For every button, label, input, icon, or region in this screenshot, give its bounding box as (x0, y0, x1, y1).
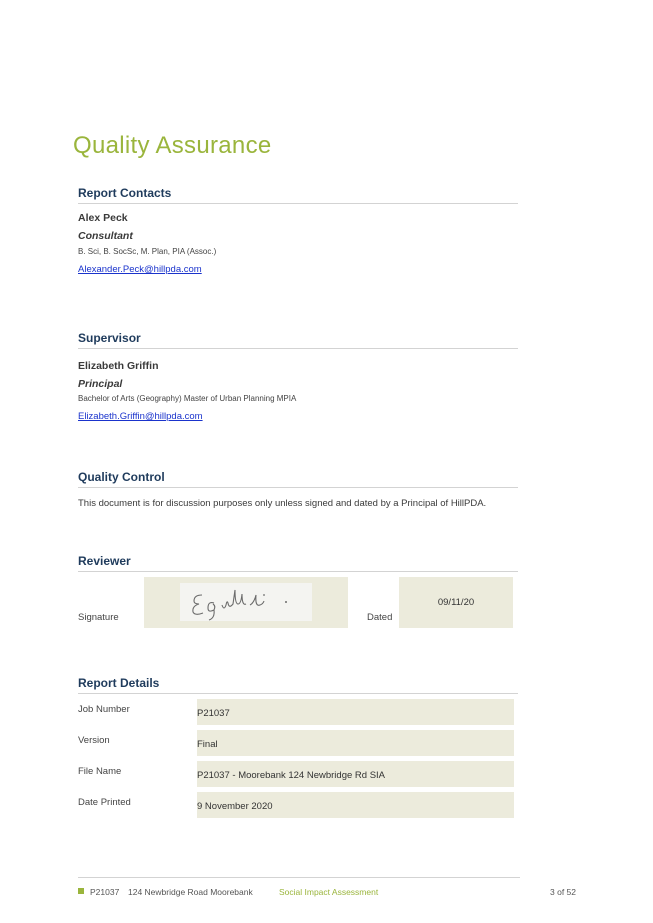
footer-job-number: P21037 (90, 887, 120, 897)
version-value: Final (197, 739, 218, 750)
contact-name: Alex Peck (78, 212, 128, 224)
dated-box (398, 576, 514, 629)
signature-image (180, 583, 312, 621)
date-printed-field (197, 792, 514, 818)
job-number-label: Job Number (78, 704, 130, 715)
supervisor-role: Principal (78, 378, 123, 390)
supervisor-credentials: Bachelor of Arts (Geography) Master of Urban Planning MPIA (78, 394, 297, 403)
signature-label: Signature (78, 612, 119, 623)
footer-page-number: 3 of 52 (550, 887, 576, 897)
dated-value: 09/11/20 (437, 597, 475, 608)
file-name-value: P21037 - Moorebank 124 Newbridge Rd SIA (197, 770, 386, 781)
supervisor-name: Elizabeth Griffin (78, 360, 159, 372)
footer-bullet-icon (78, 888, 84, 894)
file-name-label: File Name (78, 766, 122, 777)
date-printed-label: Date Printed (78, 797, 131, 808)
footer-document-type: Social Impact Assessment (279, 887, 379, 897)
supervisor-email-link[interactable]: Elizabeth.Griffin@hillpda.com (78, 411, 203, 422)
dated-label: Dated (367, 612, 393, 623)
quality-control-heading: Quality Control (78, 470, 518, 488)
job-number-value: P21037 (197, 708, 230, 719)
report-contacts-heading: Report Contacts (78, 186, 518, 204)
footer-address: 124 Newbridge Road Moorebank (128, 887, 253, 897)
quality-control-text: This document is for discussion purposes only unless signed and dated by a Principal of HillPDA. (78, 498, 487, 509)
version-field (197, 730, 514, 756)
job-number-field (197, 699, 514, 725)
footer-divider (78, 877, 520, 878)
signature-box (143, 576, 349, 629)
contact-credentials: B. Sci, B. SocSc, M. Plan, PIA (Assoc.) (78, 247, 217, 256)
reviewer-heading: Reviewer (78, 554, 518, 572)
page-title: Quality Assurance (73, 132, 272, 159)
report-details-heading: Report Details (78, 676, 518, 694)
date-printed-value: 9 November 2020 (197, 801, 273, 812)
contact-email-link[interactable]: Alexander.Peck@hillpda.com (78, 264, 202, 275)
file-name-field (197, 761, 514, 787)
supervisor-heading: Supervisor (78, 331, 518, 349)
version-label: Version (78, 735, 110, 746)
contact-role: Consultant (78, 230, 133, 242)
handwritten-signature (180, 583, 312, 621)
